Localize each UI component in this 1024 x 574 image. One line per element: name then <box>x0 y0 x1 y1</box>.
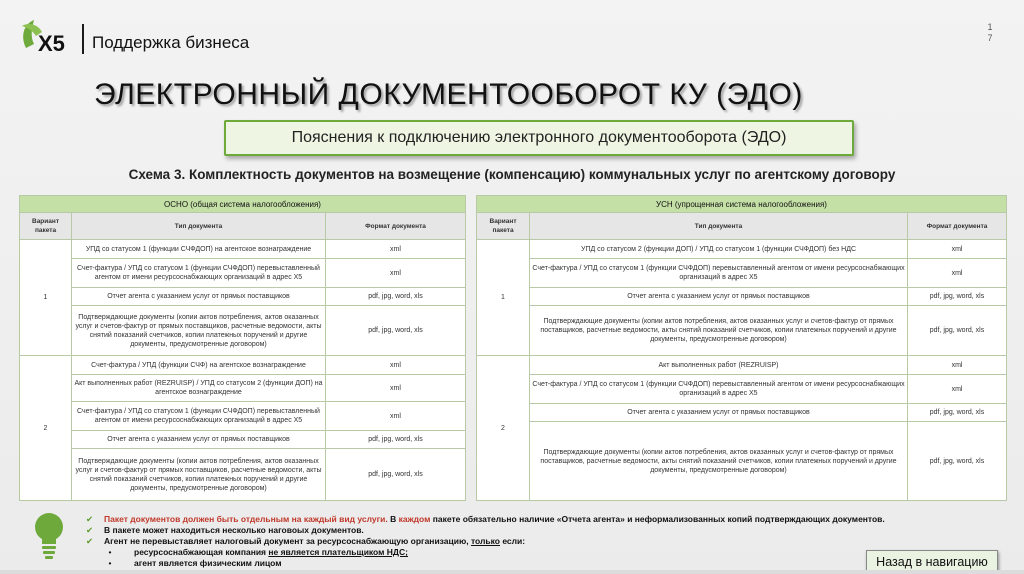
table-row <box>477 288 1007 306</box>
doc-type-cell: Акт выполненных работ (REZRUISP) / УПД со статусом 2 (функции ДОП) на агентское вознаграждение <box>72 375 326 402</box>
col-type-header: Тип документа <box>72 213 326 240</box>
usn-table <box>476 195 1007 501</box>
package-2: 2 <box>477 356 530 501</box>
doc-format-cell: pdf, jpg, word, xls <box>908 288 1007 306</box>
col-format-header: Формат документа <box>908 213 1007 240</box>
bullet-icon: • <box>108 558 112 568</box>
table-row <box>20 240 466 259</box>
doc-type-cell: Счет-фактура / УПД со статусом 1 (функции СЧФДОП) перевыставленный агентом от имени ресурсоснабжающих организаций в адрес Х5 <box>72 259 326 288</box>
osno-table <box>19 195 466 501</box>
col-type-header: Тип документа <box>530 213 908 240</box>
doc-format-cell: pdf, jpg, word, xls <box>326 449 466 501</box>
lightbulb-icon <box>32 512 66 560</box>
doc-format-cell: xml <box>326 402 466 431</box>
doc-format-cell: pdf, jpg, word, xls <box>908 422 1007 501</box>
page-number-top: 1 <box>987 22 993 32</box>
doc-type-cell: Отчет агента с указанием услуг от прямых поставщиков <box>72 431 326 449</box>
doc-format-cell: pdf, jpg, word, xls <box>326 431 466 449</box>
notes-list <box>86 514 885 569</box>
checkmark-icon: ✔ <box>86 536 94 546</box>
doc-type-cell: Отчет агента с указанием услуг от прямых поставщиков <box>530 404 908 422</box>
osno-table-title: ОСНО (общая система налогообложения) <box>20 196 466 213</box>
x5-logo-icon <box>20 18 80 58</box>
doc-type-cell: Подтверждающие документы (копии актов потребления, актов оказанных услуг и счетов-фактур от прямых поставщиков, расчетные ведомости, акты снятий показаний счетчиков, копии платежных поручений и другие документы, предусмотренные договором) <box>530 306 908 356</box>
doc-format-cell: xml <box>908 259 1007 288</box>
schema-title: Схема 3. Комплектность документов на возмещение (компенсацию) коммунальных услуг по агентскому договору <box>128 167 896 182</box>
doc-type-cell: Счет-фактура / УПД со статусом 1 (функции СЧФДОП) перевыставленный агентом от имени ресурсоснабжающих организаций в адрес Х5 <box>72 402 326 431</box>
table-row <box>477 404 1007 422</box>
explanation-banner: Пояснения к подключению электронного документооборота (ЭДО) <box>224 120 854 156</box>
doc-type-cell: Счет-фактура / УПД (функции СЧФ) на агентское вознаграждение <box>72 356 326 375</box>
table-row <box>477 306 1007 356</box>
doc-format-cell: pdf, jpg, word, xls <box>326 288 466 306</box>
bottom-bar <box>0 570 1024 574</box>
doc-format-cell: pdf, jpg, word, xls <box>908 404 1007 422</box>
doc-format-cell: xml <box>326 356 466 375</box>
doc-type-cell: Акт выполненных работ (REZRUISP) <box>530 356 908 375</box>
doc-format-cell: xml <box>908 356 1007 375</box>
doc-type-cell: Подтверждающие документы (копии актов потребления, актов оказанных услуг и счетов-фактур от прямых поставщиков, расчетные ведомости, акты снятий показаний счетчиков, копии платежных поручений и другие документы, предусмотренные договором) <box>530 422 908 501</box>
doc-format-cell: xml <box>326 375 466 402</box>
page-title: ЭЛЕКТРОННЫЙ ДОКУМЕНТООБОРОТ КУ (ЭДО) <box>94 78 803 111</box>
note-item: ✔ Пакет документов должен быть отдельным на каждый вид услуги. В каждом пакете обязательно наличие «Отчета агента» и неформализованных копий подтверждающих документов. <box>86 514 885 524</box>
checkmark-icon: ✔ <box>86 514 94 524</box>
table-row <box>477 375 1007 404</box>
usn-table-title: УСН (упрощенная система налогообложения) <box>477 196 1007 213</box>
col-format-header: Формат документа <box>326 213 466 240</box>
logo-separator <box>82 24 84 54</box>
brand-name: Поддержка бизнеса <box>92 33 250 52</box>
doc-type-cell: Счет-фактура / УПД со статусом 1 (функции СЧФДОП) перевыставленный агентом от имени ресурсоснабжающих организаций в адрес Х5 <box>530 259 908 288</box>
col-package-header: Вариант пакета <box>20 213 72 240</box>
doc-type-cell: Отчет агента с указанием услуг от прямых поставщиков <box>72 288 326 306</box>
doc-format-cell: xml <box>326 259 466 288</box>
doc-format-cell: xml <box>908 240 1007 259</box>
doc-format-cell: xml <box>908 375 1007 404</box>
table-row <box>477 240 1007 259</box>
doc-type-cell: УПД со статусом 2 (функции ДОП) / УПД со статусом 1 (функции СЧФДОП) без НДС <box>530 240 908 259</box>
page-number <box>984 22 996 44</box>
doc-type-cell: Подтверждающие документы (копии актов потребления, актов оказанных услуг и счетов-фактур от прямых поставщиков, расчетные ведомости, акты снятий показаний счетчиков, копии платежных поручений и другие документы, предусмотренные договором) <box>72 306 326 356</box>
table-row <box>20 306 466 356</box>
back-to-navigation-button[interactable]: Назад в навигацию <box>866 550 998 574</box>
doc-type-cell: Подтверждающие документы (копии актов потребления, актов оказанных услуг и счетов-фактур от прямых поставщиков, расчетные ведомости, акты снятий показаний счетчиков, копии платежных поручений и другие документы, предусмотренные договором) <box>72 449 326 501</box>
note-subitem: • агент является физическим лицом <box>86 558 885 569</box>
checkmark-icon: ✔ <box>86 525 94 535</box>
table-row <box>20 431 466 449</box>
page-number-bottom: 7 <box>987 33 993 43</box>
doc-format-cell: pdf, jpg, word, xls <box>326 306 466 356</box>
doc-format-cell: xml <box>326 240 466 259</box>
table-row <box>477 259 1007 288</box>
table-row <box>20 402 466 431</box>
col-package-header: Вариант пакета <box>477 213 530 240</box>
svg-text:X5: X5 <box>38 31 65 56</box>
package-1: 1 <box>20 240 72 356</box>
package-1: 1 <box>477 240 530 356</box>
package-2: 2 <box>20 356 72 501</box>
table-row <box>477 356 1007 375</box>
bullet-icon: • <box>108 547 112 557</box>
doc-type-cell: Отчет агента с указанием услуг от прямых поставщиков <box>530 288 908 306</box>
table-row <box>477 422 1007 501</box>
note-item: ✔ В пакете может находиться несколько наговоых документов. <box>86 525 364 535</box>
note-item: ✔ Агент не перевыставляет налоговый документ за ресурсоснабжающую организацию, только если: <box>86 536 526 546</box>
doc-type-cell: УПД со статусом 1 (функции СЧФДОП) на агентское вознаграждение <box>72 240 326 259</box>
table-row <box>20 259 466 288</box>
table-row <box>20 375 466 402</box>
table-row <box>20 356 466 375</box>
note-subitem: • ресурсоснабжающая компания не является плательщиком НДС; <box>86 547 885 558</box>
doc-type-cell: Счет-фактура / УПД со статусом 1 (функции СЧФДОП) перевыставленный агентом от имени ресурсоснабжающих организаций в адрес Х5 <box>530 375 908 404</box>
doc-format-cell: pdf, jpg, word, xls <box>908 306 1007 356</box>
table-row <box>20 449 466 501</box>
table-row <box>20 288 466 306</box>
